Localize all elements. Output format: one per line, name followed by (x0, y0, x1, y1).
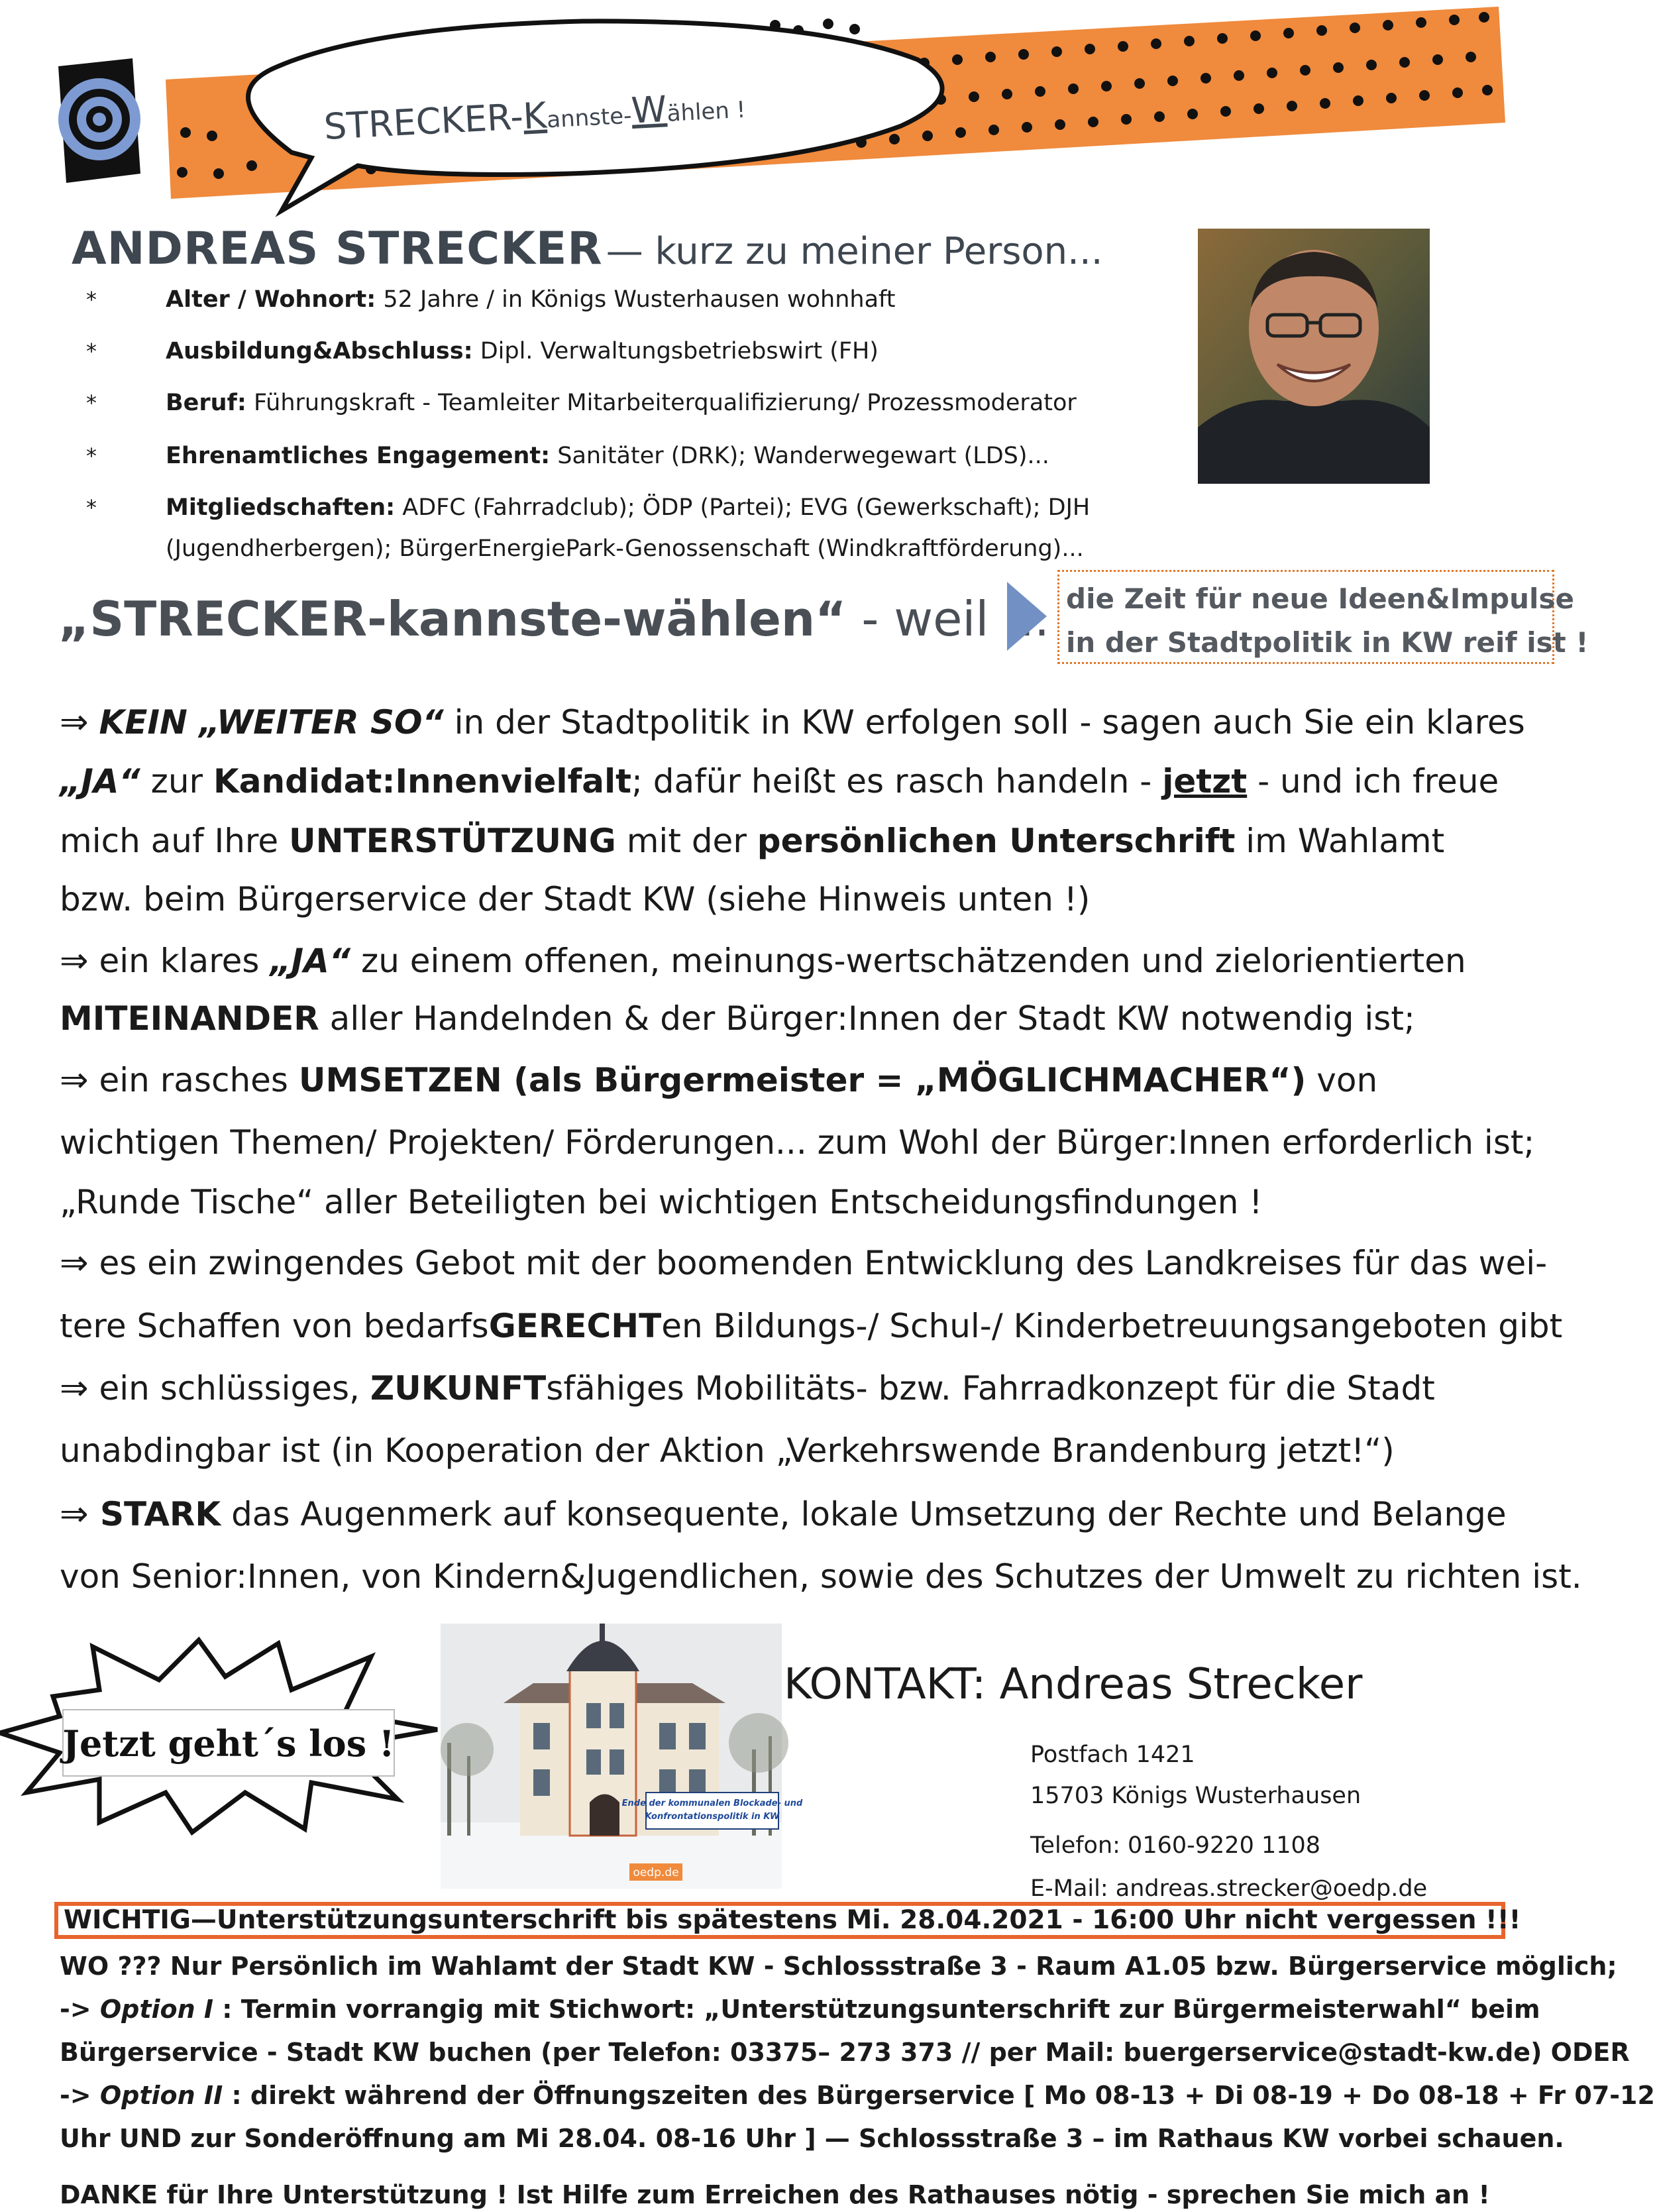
body-line: ⇒ ein schlüssiges, ZUKUNFTsfähiges Mobilitäts- bzw. Fahrradkonzept für die Stadt (60, 1368, 1435, 1408)
castle-photo (441, 1624, 803, 1889)
important-notice: WICHTIG—Unterstützungsunterschrift bis spätestens Mi. 28.04.2021 - 16:00 Uhr nicht vergessen !!! (64, 1905, 1521, 1935)
bullet-symbol: * (86, 495, 97, 520)
slogan-suffix: - weil ... (846, 591, 1049, 647)
contact-city: 15703 Königs Wusterhausen (1030, 1783, 1361, 1809)
body-line: ⇒ es ein zwingendes Gebot mit der boomenden Entwicklung des Landkreises für das wei- (60, 1243, 1548, 1283)
body-line: ⇒ ein rasches UMSETZEN (als Bürgermeister = „MÖGLICHMACHER“) von (60, 1060, 1378, 1100)
contact-phone: Telefon: 0160-9220 1108 (1030, 1832, 1321, 1859)
slogan-main: „STRECKER-kannste-wählen“ (58, 591, 847, 647)
body-line: „Runde Tische“ aller Beteiligten bei wichtigen Entscheidungsfindungen ! (60, 1183, 1263, 1221)
arrow-icon: ⇒ (60, 941, 89, 981)
contact-email[interactable]: E-Mail: andreas.strecker@oedp.de (1030, 1875, 1428, 1902)
building-caption: Ende der kommunalen Blockade- und (621, 1798, 803, 1808)
thanks-line: DANKE für Ihre Unterstützung ! Ist Hilfe zum Erreichen des Rathauses nötig - sprechen Sie mich an ! (60, 2180, 1490, 2209)
bullet-symbol: * (86, 287, 97, 312)
arrow-icon: ⇒ (60, 1243, 89, 1283)
bullet-symbol: * (86, 339, 97, 364)
target-icon (58, 58, 140, 183)
header-subtitle: — kurz zu meiner Person... (606, 230, 1103, 273)
arrow-icon: ⇒ (60, 702, 89, 742)
bullet-item: * Ehrenamtliches Engagement: Sanitäter (DRK); Wanderwegewart (LDS)... (86, 443, 1049, 469)
banner-slogan: STRECKER-Kannste-Wählen ! (323, 87, 747, 148)
bullet-item: * Alter / Wohnort: 52 Jahre / in Königs Wusterhausen wohnhaft (86, 286, 896, 313)
option-2: -> Option II : direkt während der Öffnungszeiten des Bürgerservice [ Mo 08-13 + Di 08-19 + Do 08-18 + Fr 07-12 (60, 2081, 1655, 2110)
callout-line: die Zeit für neue Ideen&Impulse (1066, 582, 1574, 615)
body-line: ⇒ ein klares „JA“ zu einem offenen, meinungs-wertschätzenden und zielorientierten (60, 941, 1466, 981)
body-line: ⇒ KEIN „WEITER SO“ in der Stadtpolitik in KW erfolgen soll - sagen auch Sie ein klares (60, 702, 1525, 742)
body-line: „JA“ zur Kandidat:Innenvielfalt; dafür heißt es rasch handeln - jetzt - und ich freue (60, 762, 1499, 801)
building-tag: oedp.de (633, 1866, 679, 1879)
arrow-icon: ⇒ (60, 1494, 89, 1534)
callout-box (1057, 570, 1589, 664)
bullet-symbol: * (86, 443, 97, 469)
slogan-line (58, 591, 1049, 647)
header-banner (0, 0, 1597, 219)
portrait-photo (1198, 229, 1430, 484)
body-line: unabdingbar ist (in Kooperation der Aktion „Verkehrswende Brandenburg jetzt!“) (60, 1431, 1395, 1470)
bullet-item: * Mitgliedschaften: ADFC (Fahrradclub); ÖDP (Partei); EVG (Gewerkschaft); DJH (86, 494, 1091, 521)
body-line: von Senior:Innen, von Kindern&Jugendlichen, sowie des Schutzes der Umwelt zu richten ist. (60, 1557, 1582, 1596)
play-arrow-icon (1007, 582, 1047, 651)
body-line: tere Schaffen von bedarfsGERECHTen Bildungs-/ Schul-/ Kinderbetreuungsangeboten gibt (60, 1307, 1563, 1345)
starburst-badge (0, 1617, 451, 1836)
body-line: bzw. beim Bürgerservice der Stadt KW (siehe Hinweis unten !) (60, 880, 1091, 918)
body-line: mich auf Ihre UNTERSTÜTZUNG mit der persönlichen Unterschrift im Wahlamt (60, 822, 1445, 860)
where-notice: WO ??? Nur Persönlich im Wahlamt der Stadt KW - Schlossstraße 3 - Raum A1.05 bzw. Bürgerservice möglich; (60, 1952, 1617, 1981)
bullet-symbol: * (86, 390, 97, 415)
arrow-icon: ⇒ (60, 1368, 89, 1408)
option-1: -> Option I : Termin vorrangig mit Stichwort: „Unterstützungsunterschrift zur Bürgermeisterwahl“ beim (60, 1995, 1540, 2024)
header-title (72, 223, 1103, 275)
option-2-cont: Uhr UND zur Sonderöffnung am Mi 28.04. 08-16 Uhr ] — Schlossstraße 3 – im Rathaus KW vorbei schauen. (60, 2124, 1564, 2153)
callout-line: in der Stadtpolitik in KW reif ist ! (1066, 626, 1589, 659)
starburst-text: Jetzt geht´s los ! (62, 1722, 395, 1765)
bullet-item: * Ausbildung&Abschluss: Dipl. Verwaltungsbetriebswirt (FH) (86, 338, 879, 364)
arrow-icon: ⇒ (60, 1060, 89, 1100)
bullet-continuation: (Jugendherbergen); BürgerEnergiePark-Genossenschaft (Windkraftförderung)... (166, 535, 1084, 562)
building-caption: Konfrontationspolitik in KW (645, 1812, 780, 1822)
option-1-cont: Bürgerservice - Stadt KW buchen (per Telefon: 03375– 273 373 // per Mail: buergerservice@stadt-kw.de) ODER (60, 2038, 1630, 2067)
contact-postbox: Postfach 1421 (1030, 1742, 1195, 1768)
bullet-item: * Beruf: Führungskraft - Teamleiter Mitarbeiterqualifizierung/ Prozessmoderator (86, 390, 1077, 416)
contact-heading: KONTAKT: Andreas Strecker (784, 1660, 1363, 1709)
candidate-name: ANDREAS STRECKER (72, 223, 603, 275)
body-line: MITEINANDER aller Handelnden & der Bürger:Innen der Stadt KW notwendig ist; (60, 999, 1415, 1038)
body-line: wichtigen Themen/ Projekten/ Förderungen... zum Wohl der Bürger:Innen erforderlich ist; (60, 1123, 1535, 1162)
body-line: ⇒ STARK das Augenmerk auf konsequente, lokale Umsetzung der Rechte und Belange (60, 1494, 1507, 1534)
